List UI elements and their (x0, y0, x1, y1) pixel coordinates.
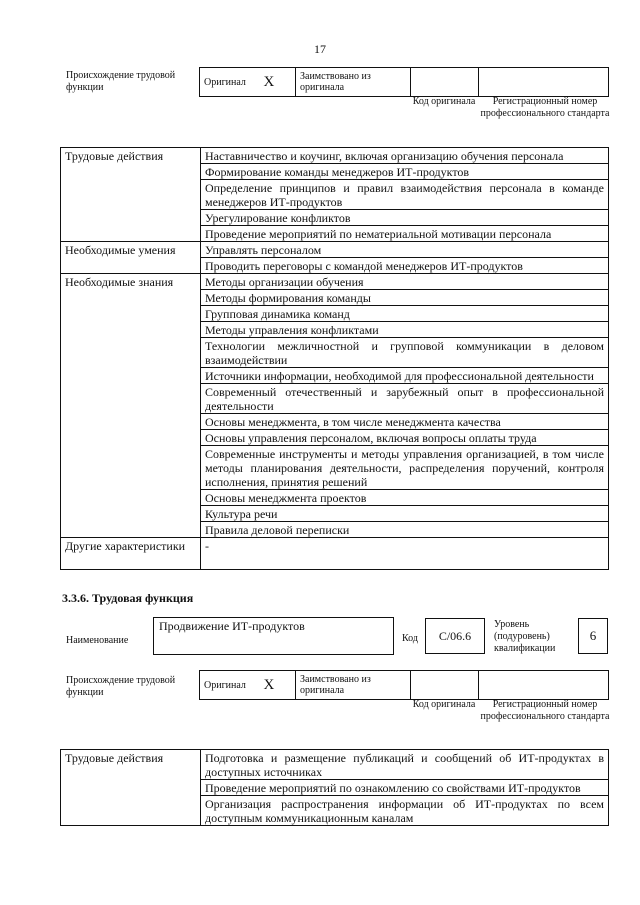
other-label: Другие характеристики (61, 538, 201, 570)
function-table-2 (60, 749, 609, 826)
level-value: 6 (578, 618, 608, 654)
function-table-1 (60, 147, 609, 570)
origin-borrowed: Заимствовано из оригинала (296, 671, 411, 700)
name-label: Наименование (66, 635, 129, 646)
origin-table (199, 670, 609, 700)
knowledge-item: Технологии межличностной и групповой коммуникации в деловом взаимодействии (201, 338, 609, 368)
skill-item: Управлять персоналом (201, 242, 609, 258)
knowledge-item: Культура речи (201, 506, 609, 522)
origin-code-caption: Код оригинала (412, 699, 476, 710)
origin-code-cell (411, 68, 479, 97)
labor-action-item: Проведение мероприятий по ознакомлению со свойствами ИТ-продуктов (201, 780, 609, 796)
skills-label: Необходимые умения (61, 242, 201, 274)
origin-original: Оригинал (200, 671, 260, 700)
knowledge-item: Методы формирования команды (201, 290, 609, 306)
knowledge-item: Основы управления персоналом, включая вопросы оплаты труда (201, 430, 609, 446)
origin-table (199, 67, 609, 97)
labor-actions-label: Трудовые действия (61, 148, 201, 242)
page-number: 17 (314, 42, 326, 56)
knowledge-item: Основы менеджмента, в том числе менеджмента качества (201, 414, 609, 430)
knowledge-item: Групповая динамика команд (201, 306, 609, 322)
origin-code-caption: Код оригинала (412, 96, 476, 107)
origin-original: Оригинал (200, 68, 260, 97)
labor-action-item: Урегулирование конфликтов (201, 210, 609, 226)
knowledge-item: Источники информации, необходимой для профессиональной деятельности (201, 368, 609, 384)
labor-action-item: Организация распространения информации об ИТ-продуктах по всем доступным коммуникационным каналам (201, 796, 609, 826)
code-label: Код (402, 633, 418, 644)
labor-action-item: Проведение мероприятий по нематериальной мотивации персонала (201, 226, 609, 242)
origin-reg-cell (479, 68, 609, 97)
origin-mark: X (260, 671, 296, 700)
origin-reg-cell (479, 671, 609, 700)
knowledge-label: Необходимые знания (61, 274, 201, 538)
origin-label: Происхождение трудовой функции (66, 70, 176, 93)
origin-code-cell (411, 671, 479, 700)
labor-action-item: Формирование команды менеджеров ИТ-продуктов (201, 164, 609, 180)
origin-label: Происхождение трудовой функции (66, 675, 176, 698)
labor-actions-label: Трудовые действия (61, 750, 201, 826)
origin-reg-caption: Регистрационный номер профессионального стандарта (480, 96, 610, 119)
skill-item: Проводить переговоры с командой менеджеров ИТ-продуктов (201, 258, 609, 274)
code-value: С/06.6 (425, 618, 485, 654)
knowledge-item: Современный отечественный и зарубежный опыт в профессиональной деятельности (201, 384, 609, 414)
origin-mark: X (260, 68, 296, 97)
name-value: Продвижение ИТ-продуктов (153, 617, 394, 655)
labor-action-item: Подготовка и размещение публикаций и сообщений об ИТ-продуктах в доступных источниках (201, 750, 609, 780)
section-title: 3.3.6. Трудовая функция (62, 591, 194, 605)
knowledge-item: Современные инструменты и методы управления организацией, в том числе методы планирования деятельности, распределения поручений, контроля исполнения, принятия решений (201, 446, 609, 490)
knowledge-item: Методы управления конфликтами (201, 322, 609, 338)
knowledge-item: Основы менеджмента проектов (201, 490, 609, 506)
knowledge-item: Методы организации обучения (201, 274, 609, 290)
knowledge-item: Правила деловой переписки (201, 522, 609, 538)
labor-action-item: Наставничество и коучинг, включая организацию обучения персонала (201, 148, 609, 164)
origin-borrowed: Заимствовано из оригинала (296, 68, 411, 97)
other-value: - (201, 538, 609, 570)
level-label: Уровень (подуровень) квалификации (494, 619, 556, 654)
labor-action-item: Определение принципов и правил взаимодействия персонала в команде менеджеров ИТ-продуктов (201, 180, 609, 210)
origin-reg-caption: Регистрационный номер профессионального стандарта (480, 699, 610, 722)
